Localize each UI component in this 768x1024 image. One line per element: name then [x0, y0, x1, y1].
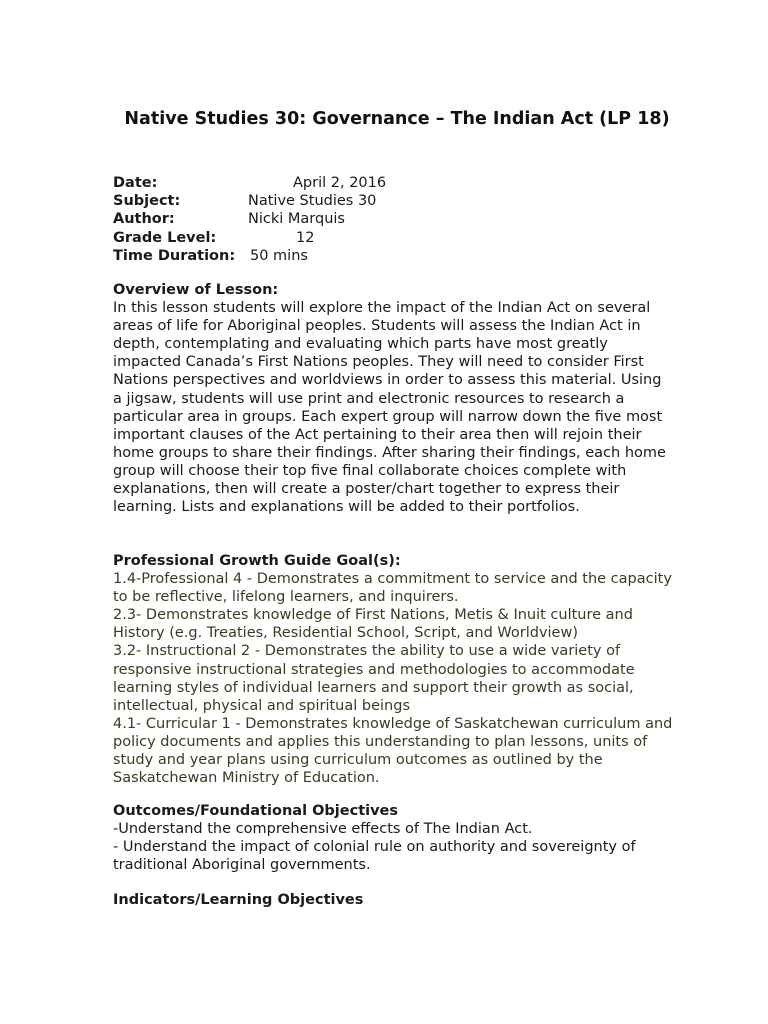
- document-title: Native Studies 30: Governance – The Indian Act (LP 18): [124, 109, 670, 129]
- meta-row-time: [113, 247, 673, 265]
- subject-label: Subject:: [113, 193, 181, 210]
- subject-value: Native Studies 30: [248, 193, 377, 210]
- goal-item: 1.4-Professional 4 - Demonstrates a commitment to service and the capacity to be reflective, lifelong learners, and inquirers.: [113, 571, 672, 606]
- goal-item: 4.1- Curricular 1 - Demonstrates knowledge of Saskatchewan curriculum and policy documents and applies this understanding to plan lessons, units of study and year plans using curriculum outcomes as outlined by the Saskatchewan Ministry of Education.: [113, 715, 673, 787]
- author-label: Author:: [113, 211, 175, 228]
- time-value: 50 mins: [250, 247, 308, 264]
- overview-heading: Overview of Lesson:: [113, 282, 279, 298]
- goal-item: 3.2- Instructional 2 - Demonstrates the ability to use a wide variety of responsive instructional strategies and methodologies to accommodate learning styles of individual learners and support their growth as social, intellectual, physical and spiritual beings: [113, 643, 635, 714]
- meta-row-author: [113, 210, 673, 228]
- goals-section: [113, 552, 673, 787]
- outcome-item: -Understand the comprehensive effects of The Indian Act.: [113, 821, 533, 838]
- meta-row-grade: [113, 229, 673, 247]
- author-value: Nicki Marquis: [248, 211, 345, 228]
- goals-heading: Professional Growth Guide Goal(s):: [113, 553, 401, 569]
- time-label: Time Duration:: [113, 247, 236, 264]
- outcomes-section: [113, 802, 673, 874]
- outcome-item: - Understand the impact of colonial rule on authority and sovereignty of traditional Aboriginal governments.: [113, 839, 636, 874]
- indicators-section: [113, 891, 673, 909]
- date-label: Date:: [113, 175, 158, 191]
- grade-label: Grade Level:: [113, 229, 217, 246]
- overview-text: In this lesson students will explore the impact of the Indian Act on several areas of life for Aboriginal peoples. Students will assess the Indian Act in depth, contemplating and evaluating which parts have most greatly impacted Canada’s First Nations peoples. They will need to consider First Nations perspectives and worldviews in order to assess this material. Using a jigsaw, students will use print and electronic resources to research a particular area in groups. Each expert group will narrow down the five most important clauses of the Act pertaining to their area then will rejoin their home groups to share their findings. After sharing their findings, each home group will choose their top five final collaborate choices complete with explanations, then will create a poster/chart together to express their learning. Lists and explanations will be added to their portfolios.: [113, 300, 666, 516]
- outcomes-heading: Outcomes/Foundational Objectives: [113, 803, 399, 819]
- goal-item: 2.3- Demonstrates knowledge of First Nations, Metis & Inuit culture and History (e.g. Treaties, Residential School, Script, and Worldview): [113, 607, 633, 642]
- meta-row-subject: [113, 192, 673, 210]
- meta-row-date: [113, 174, 673, 192]
- overview-section: [113, 281, 673, 516]
- date-value: April 2, 2016: [293, 175, 387, 191]
- indicators-heading: Indicators/Learning Objectives: [113, 892, 364, 908]
- grade-value: 12: [296, 229, 315, 246]
- lesson-meta: [113, 174, 673, 265]
